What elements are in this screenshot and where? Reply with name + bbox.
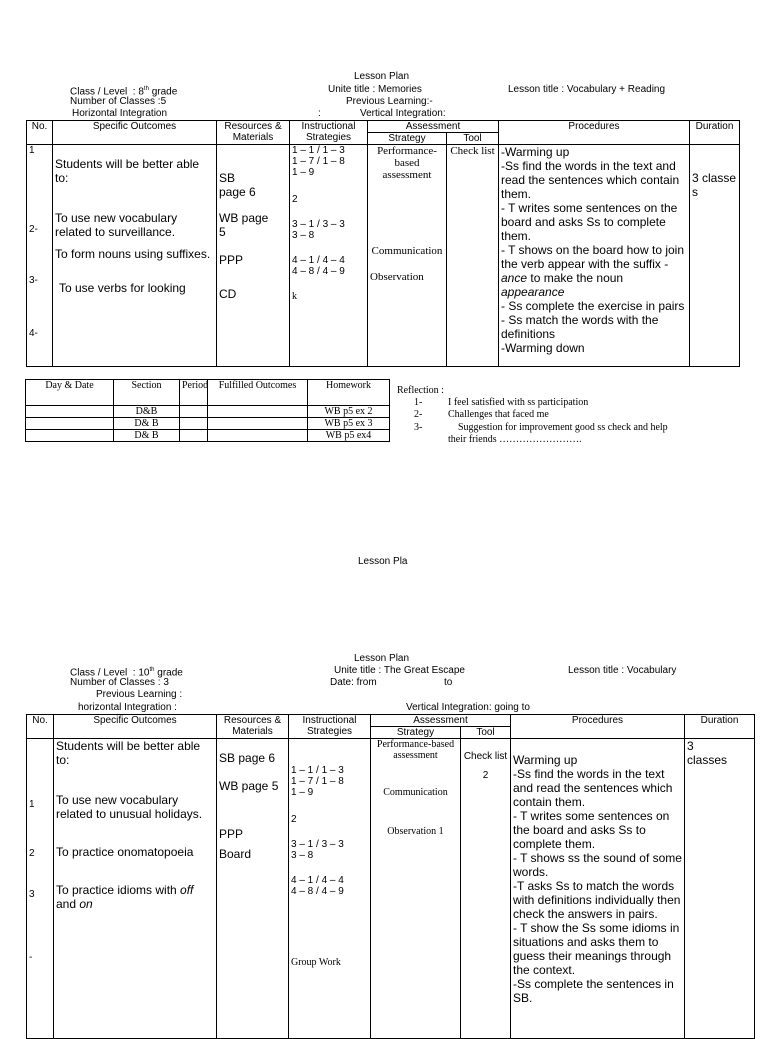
plan2-date-to: to bbox=[444, 677, 453, 688]
plan1-resource-wb: WB page 5 bbox=[219, 211, 269, 239]
plan1-instr-2: 1 – 7 / 1 – 8 bbox=[292, 156, 345, 167]
plan1-previous: Previous Learning:- bbox=[346, 96, 433, 107]
plan2-strategy-cell bbox=[371, 739, 461, 1039]
plan1-instr-1: 1 – 1 / 1 – 3 bbox=[292, 145, 345, 156]
plan1-proc-5: - Ss complete the exercise in pairs bbox=[501, 299, 685, 313]
plan1-horizontal: Horizontal Integration bbox=[72, 108, 168, 119]
plan1-header-assessment: Assessment bbox=[368, 121, 499, 133]
plan1-instr-4: 2 bbox=[292, 194, 298, 205]
plan2-proc-1: Warming up bbox=[513, 753, 578, 767]
plan2-header-procedures: Procedures bbox=[511, 715, 685, 739]
plan1-resource-cd: CD bbox=[219, 287, 237, 301]
plan2-proc-2: -Ss find the words in the text and read the sentences which contain them. bbox=[513, 767, 673, 809]
plan1-colon: : bbox=[318, 108, 321, 119]
reflection-title: Reflection : bbox=[397, 385, 444, 396]
reflection-continuation: their friends ……………………. bbox=[448, 434, 582, 445]
plan1-duration: 3 classes bbox=[692, 171, 737, 199]
plan2-previous: Previous Learning : bbox=[96, 689, 183, 700]
plan2-instr-4: 2 bbox=[291, 814, 297, 825]
plan1-resources-cell bbox=[217, 145, 290, 367]
plan2-strategy-observation: Observation 1 bbox=[387, 826, 444, 837]
schedule-cell-day bbox=[26, 418, 114, 430]
plan2-tool: Check list bbox=[463, 751, 508, 762]
plan2-instr-3: 1 – 9 bbox=[291, 787, 314, 798]
plan2-proc-5: -T asks Ss to match the words with definitions individually then check the answers in pairs. bbox=[513, 879, 681, 921]
plan1-header-procedures: Procedures bbox=[499, 121, 690, 145]
schedule-row bbox=[26, 418, 390, 430]
plan1-outcomes-cell bbox=[53, 145, 217, 367]
plan2-instr-6: 3 – 8 bbox=[291, 850, 314, 861]
plan2-procedures-cell bbox=[511, 739, 685, 1039]
plan1-outcome-3: To use verbs for looking bbox=[59, 281, 186, 295]
schedule-cell-outcomes bbox=[208, 430, 308, 442]
schedule-table bbox=[25, 379, 390, 442]
schedule-cell-homework: WB p5 ex4 bbox=[308, 430, 390, 442]
plan1-number-2: 2- bbox=[29, 224, 38, 235]
plan2-outcome-3: To practice idioms with off and on bbox=[56, 883, 194, 911]
plan1-proc-6: - Ss match the words with the definitions bbox=[501, 313, 659, 341]
schedule-cell-period bbox=[180, 430, 208, 442]
plan1-numbers-cell bbox=[27, 145, 53, 367]
plan2-strategy-communication: Communication bbox=[383, 787, 448, 798]
plan1-number-3: 3- bbox=[29, 275, 38, 286]
plan2-number-1: 1 bbox=[29, 799, 35, 810]
plan1-header-instructional: Instructional Strategies bbox=[290, 121, 368, 145]
schedule-header-period: Period bbox=[180, 380, 208, 406]
plan1-duration-cell bbox=[690, 145, 740, 367]
plan2-horizontal: horizontal Integration : bbox=[78, 702, 177, 713]
plan1-resource-ppp: PPP bbox=[219, 253, 244, 267]
plan2-number-3: 3 bbox=[29, 889, 35, 900]
plan1-vertical: Vertical Integration: bbox=[360, 108, 446, 119]
schedule-cell-section: D& B bbox=[114, 430, 180, 442]
reflection-num-1: 1- bbox=[414, 397, 423, 408]
plan2-outcome-intro: Students will be better able to: bbox=[56, 739, 201, 767]
plan2-duration-cell bbox=[685, 739, 755, 1039]
plan2-header-outcomes: Specific Outcomes bbox=[54, 715, 217, 739]
plan2-tool-num: 2 bbox=[482, 770, 489, 781]
plan2-lesson-title: Lesson title : Vocabulary bbox=[568, 665, 677, 676]
plan1-header-duration: Duration bbox=[690, 121, 740, 145]
plan2-title: Lesson Plan bbox=[354, 653, 410, 664]
plan2-header-assessment: Assessment bbox=[371, 715, 511, 727]
plan2-header-tool: Tool bbox=[461, 727, 511, 739]
plan2-header-instructional: Instructional Strategies bbox=[289, 715, 371, 739]
schedule-header-section: Section bbox=[114, 380, 180, 406]
plan2-resource-sb: SB page 6 bbox=[219, 751, 276, 765]
plan2-header-resources: Resources & Materials bbox=[217, 715, 289, 739]
schedule-row bbox=[26, 406, 390, 418]
plan1-class-level: Class / Level : 8th grade bbox=[70, 86, 178, 98]
schedule-cell-homework: WB p5 ex 2 bbox=[308, 406, 390, 418]
plan2-instructional-cell bbox=[289, 739, 371, 1039]
plan2-instr-7: 4 – 1 / 4 – 4 bbox=[291, 875, 344, 886]
plan1-instr-8: 4 – 8 / 4 – 9 bbox=[292, 266, 345, 277]
plan1-outcome-intro: Students will be better able to: bbox=[55, 157, 200, 185]
schedule-cell-period bbox=[180, 406, 208, 418]
plan2-unit-title: Unite title : The Great Escape bbox=[334, 665, 465, 676]
plan1-proc-7: -Warming down bbox=[501, 341, 585, 355]
schedule-cell-day bbox=[26, 406, 114, 418]
plan1-header-outcomes: Specific Outcomes bbox=[53, 121, 217, 145]
plan1-proc-2: -Ss find the words in the text and read the sentences which contain them. bbox=[501, 159, 680, 201]
plan2-proc-7: -Ss complete the sentences in SB. bbox=[513, 977, 674, 1005]
plan2-header-strategy: Strategy bbox=[371, 727, 461, 739]
plan1-number-1: 1 bbox=[29, 145, 35, 156]
plan2-num-classes: Number of Classes : 3 bbox=[70, 677, 169, 688]
plan1-unit-title: Unite title : Memories bbox=[328, 84, 422, 95]
plan2-instr-5: 3 – 1 / 3 – 3 bbox=[291, 839, 344, 850]
plan2-instr-2: 1 – 7 / 1 – 8 bbox=[291, 776, 344, 787]
schedule-header-homework: Homework bbox=[308, 380, 390, 406]
schedule-cell-outcomes bbox=[208, 418, 308, 430]
plan1-number-4: 4- bbox=[29, 328, 38, 339]
plan1-strategy-observation: Observation bbox=[370, 271, 424, 283]
schedule-cell-period bbox=[180, 418, 208, 430]
plan2-class-level: Class / Level : 10th grade bbox=[70, 667, 183, 679]
schedule-header-outcomes: Fulfilled Outcomes bbox=[208, 380, 308, 406]
plan2-outcomes-cell bbox=[54, 739, 217, 1039]
plan1-header-no: No. bbox=[27, 121, 53, 145]
plan1-instr-7: 4 – 1 / 4 – 4 bbox=[292, 255, 345, 266]
reflection-text-1: I feel satisfied with ss participation bbox=[448, 397, 589, 408]
reflection-text-3: Suggestion for improvement good ss check and help bbox=[458, 422, 668, 433]
plan1-instructional-cell bbox=[290, 145, 368, 367]
plan2-table bbox=[26, 714, 755, 1039]
plan2-instr-9: Group Work bbox=[291, 957, 341, 968]
reflection-text-2: Challenges that faced me bbox=[448, 409, 549, 420]
plan1-tool-cell bbox=[447, 145, 499, 367]
plan2-resource-board: Board bbox=[219, 847, 252, 861]
plan2-outcome-1: To use new vocabulary related to unusual holidays. bbox=[56, 793, 203, 821]
plan2-number-4: - bbox=[29, 952, 33, 963]
plan2-proc-6: - T show the Ss some idioms in situations and asks them to guess their meanings through the context. bbox=[513, 921, 680, 977]
plan1-tool: Check list bbox=[450, 145, 495, 157]
plan1-procedures-cell bbox=[499, 145, 690, 367]
plan1-strategy-communication: Communication bbox=[371, 245, 443, 257]
plan2-outcome-2: To practice onomatopoeia bbox=[56, 845, 194, 859]
plan1-instr-9: k bbox=[292, 291, 297, 302]
plan2-proc-4: - T shows ss the sound of some words. bbox=[513, 851, 682, 879]
plan2-duration: 3 classes bbox=[687, 739, 728, 767]
plan2-resources-cell bbox=[217, 739, 289, 1039]
plan1-header-resources: Resources & Materials bbox=[217, 121, 290, 145]
schedule-cell-outcomes bbox=[208, 406, 308, 418]
plan1-header-strategy: Strategy bbox=[368, 133, 447, 145]
plan1-instr-3: 1 – 9 bbox=[292, 167, 315, 178]
plan2-number-2: 2 bbox=[29, 848, 35, 859]
plan1-header-tool: Tool bbox=[447, 133, 499, 145]
plan1-title: Lesson Plan bbox=[354, 71, 410, 82]
plan1-table bbox=[26, 120, 740, 367]
plan2-tool-cell bbox=[461, 739, 511, 1039]
schedule-row bbox=[26, 430, 390, 442]
plan2-instr-1: 1 – 1 / 1 – 3 bbox=[291, 765, 344, 776]
plan1-instr-5: 3 – 1 / 3 – 3 bbox=[292, 219, 345, 230]
schedule-cell-day bbox=[26, 430, 114, 442]
schedule-header-day: Day & Date bbox=[26, 380, 114, 406]
plan1-resource-sb: SB page 6 bbox=[219, 171, 256, 199]
schedule-cell-section: D&B bbox=[114, 406, 180, 418]
plan2-date-from: Date: from bbox=[330, 677, 377, 688]
plan1-proc-4: - T shows on the board how to join the verb appear with the suffix -ance to make the noun appearance bbox=[501, 243, 684, 299]
plan1-outcome-2: To form nouns using suffixes. bbox=[55, 247, 211, 261]
plan1-num-classes: Number of Classes :5 bbox=[70, 96, 167, 107]
middle-title: Lesson Pla bbox=[358, 556, 408, 567]
plan2-instr-8: 4 – 8 / 4 – 9 bbox=[291, 886, 344, 897]
plan2-resource-wb: WB page 5 bbox=[219, 779, 279, 793]
plan1-proc-3: - T writes some sentences on the board and asks Ss to complete them. bbox=[501, 201, 678, 243]
plan2-header-no: No. bbox=[27, 715, 54, 739]
plan2-vertical: Vertical Integration: going to bbox=[406, 702, 530, 713]
plan2-resource-ppp: PPP bbox=[219, 827, 244, 841]
reflection-num-2: 2- bbox=[414, 409, 423, 420]
plan1-strategy-cell bbox=[368, 145, 447, 367]
schedule-cell-section: D& B bbox=[114, 418, 180, 430]
plan1-outcome-1: To use new vocabulary related to surveillance. bbox=[55, 211, 178, 239]
plan2-numbers-cell bbox=[27, 739, 54, 1039]
plan1-instr-6: 3 – 8 bbox=[292, 230, 315, 241]
plan1-proc-1: -Warming up bbox=[501, 145, 570, 159]
schedule-cell-homework: WB p5 ex 3 bbox=[308, 418, 390, 430]
plan2-strategy-performance: Performance-based assessment bbox=[376, 739, 455, 761]
reflection-num-3: 3- bbox=[414, 422, 423, 433]
plan1-lesson-title: Lesson title : Vocabulary + Reading bbox=[508, 84, 666, 95]
plan1-strategy-performance: Performance-based assessment bbox=[377, 145, 437, 181]
plan2-header-duration: Duration bbox=[685, 715, 755, 739]
plan2-proc-3: - T writes some sentences on the board and asks Ss to complete them. bbox=[513, 809, 670, 851]
